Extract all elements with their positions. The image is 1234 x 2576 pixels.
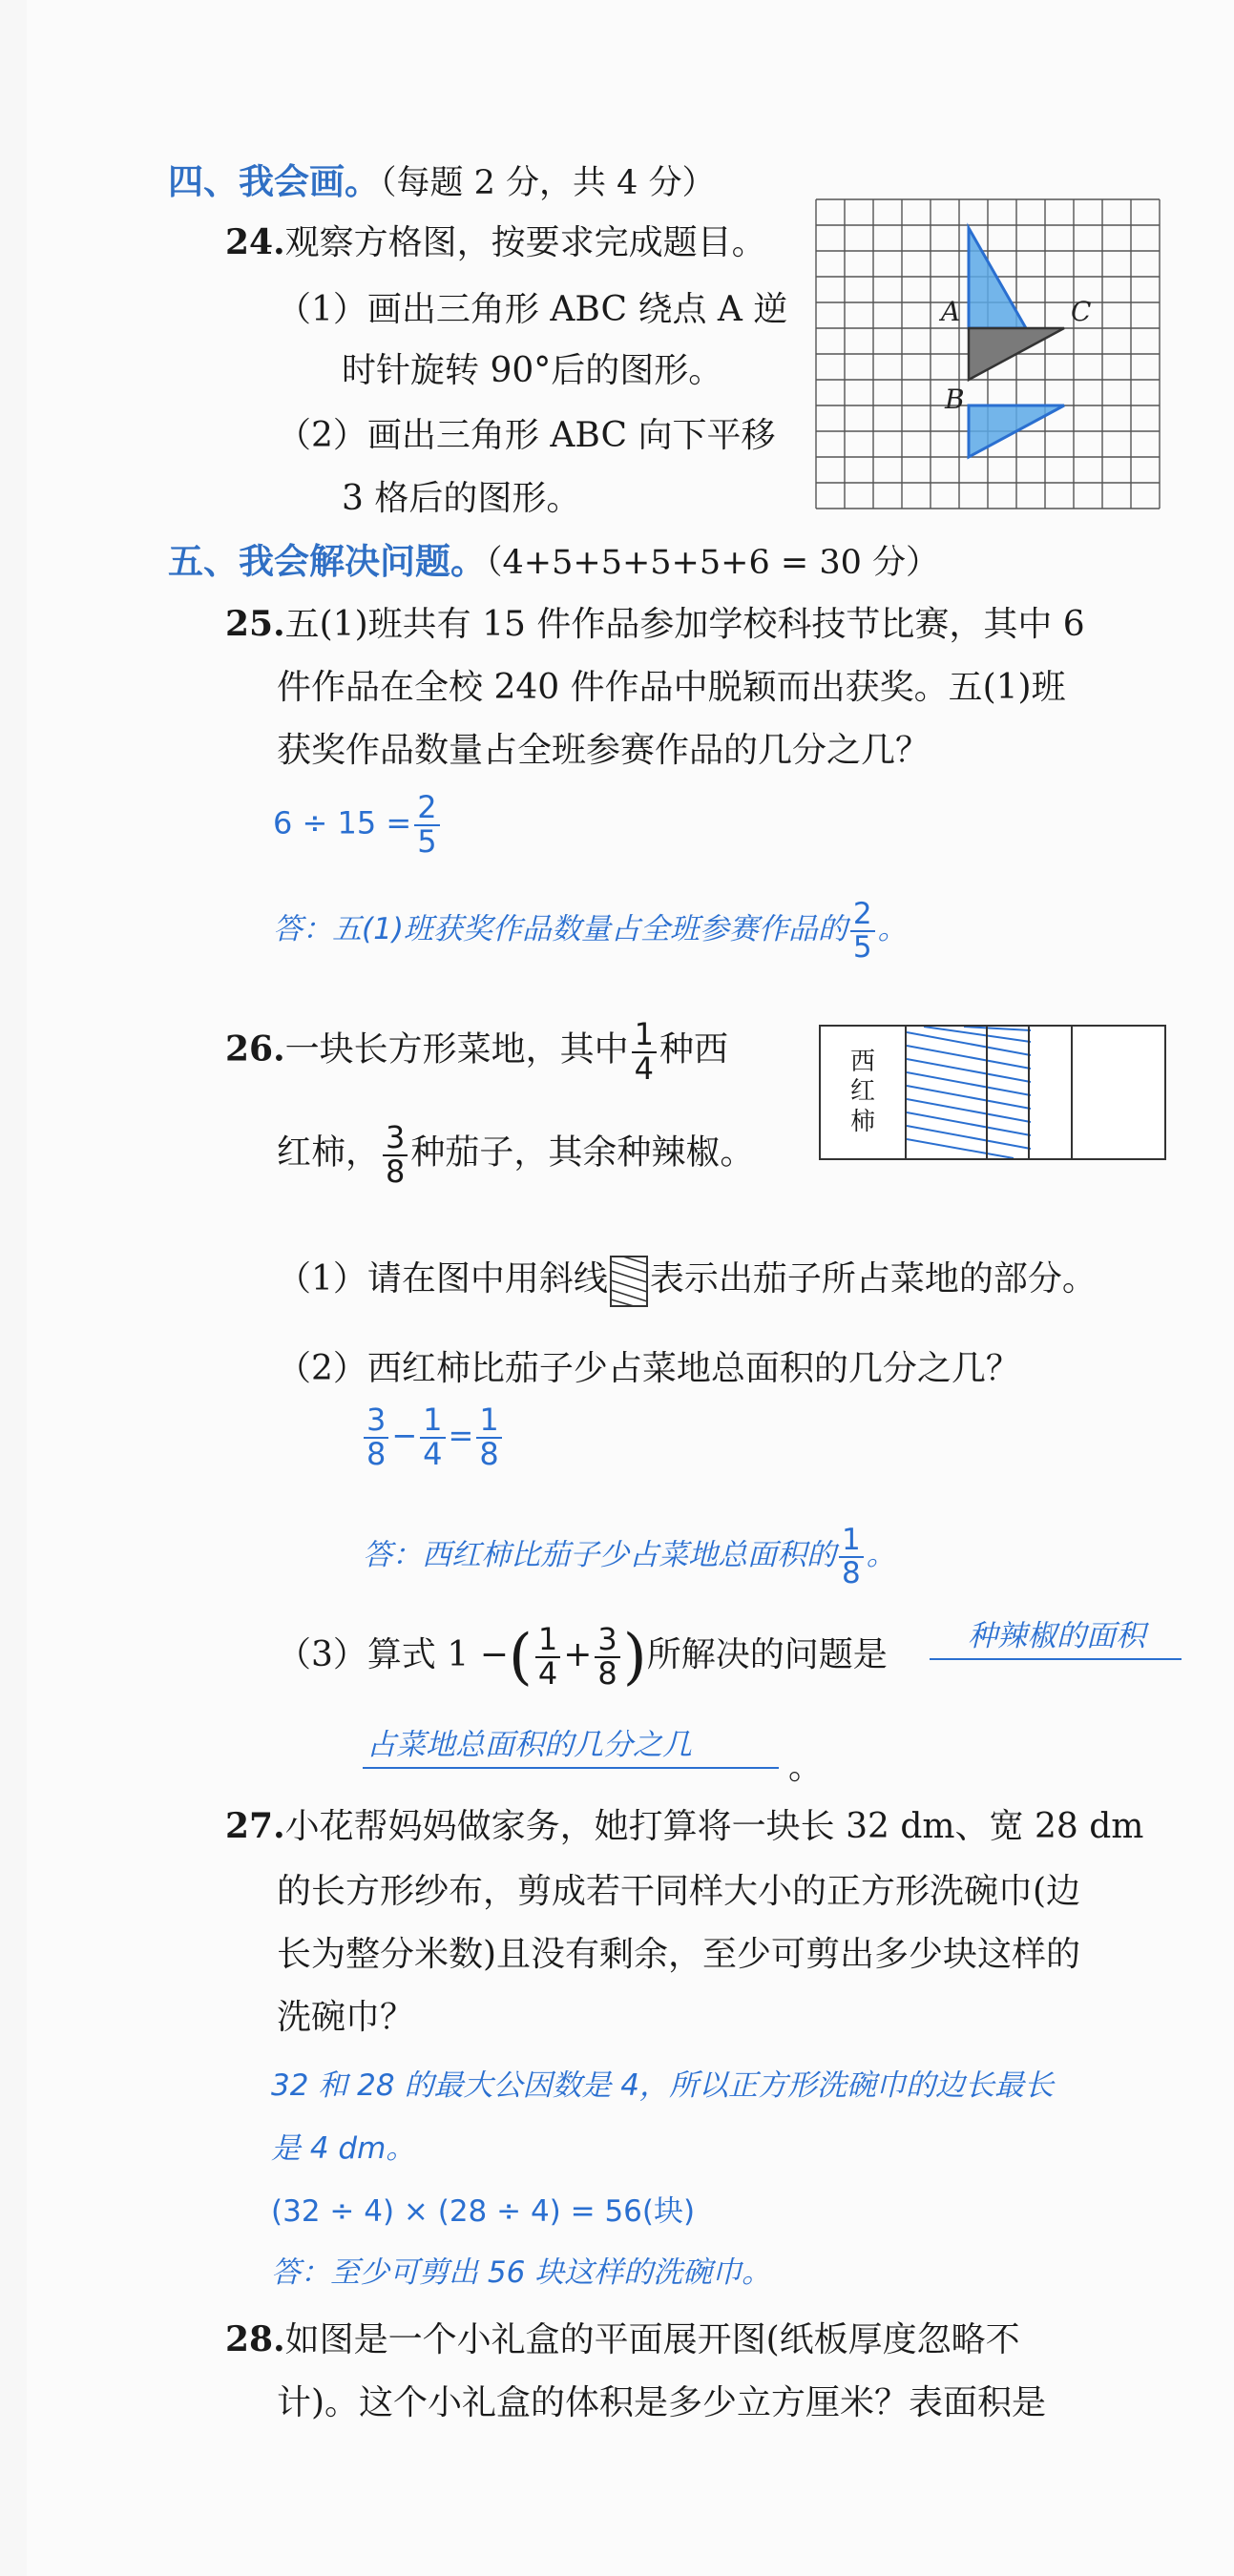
q25-line1 <box>225 597 1085 646</box>
denominator: 4 <box>423 1435 443 1472</box>
numerator: 2 <box>414 792 439 826</box>
q24-number: 24. <box>225 222 285 262</box>
section-4-title: 四、我会画。 <box>168 161 380 202</box>
numerator: 3 <box>383 1122 408 1156</box>
denominator: 4 <box>537 1655 558 1692</box>
q26-fraction-3-8 <box>383 1119 408 1190</box>
q27-line1 <box>225 1799 1143 1848</box>
numerator: 2 <box>850 899 875 932</box>
q24-part1-line2: 时针旋转 90°后的图形。 <box>342 351 723 390</box>
numerator: 3 <box>595 1624 619 1658</box>
q26-fraction-1-4 <box>632 1016 657 1087</box>
q24-part2-line2: 3 格后的图形。 <box>342 479 581 518</box>
denominator: 5 <box>852 929 872 965</box>
q26-line2 <box>277 1119 755 1190</box>
q26-answer-end: 。 <box>866 1538 896 1573</box>
q24-part2-line1: （2）画出三角形 ABC 向下平移 <box>277 416 776 455</box>
denominator: 8 <box>386 1153 406 1190</box>
tomato-label-2: 红 <box>849 1077 875 1107</box>
q26-text-2a: 红柿， <box>277 1132 381 1173</box>
q26-part3-text-b: 所解决的问题是 <box>646 1635 888 1674</box>
q26-answer-fraction <box>839 1525 864 1589</box>
q24-grid-figure <box>813 197 1162 511</box>
q26-text-2b: 种茄子，其余种辣椒。 <box>410 1132 755 1173</box>
label-b: B <box>945 384 965 415</box>
q26-part1-text-a: （1）请在图中用斜线 <box>277 1259 608 1298</box>
label-c: C <box>1071 296 1092 327</box>
tomato-label-3: 柿 <box>849 1107 875 1136</box>
q28-number: 28. <box>225 2319 285 2359</box>
q27-answer-line3: (32 ÷ 4) × (28 ÷ 4) = 56(块) <box>271 2194 696 2229</box>
right-paren: ) <box>622 1622 647 1693</box>
q28-line2: 计)。这个小礼盒的体积是多少立方厘米？表面积是 <box>277 2383 1047 2422</box>
q27-line2: 的长方形纱布，剪成若干同样大小的正方形洗碗巾(边 <box>277 1872 1081 1911</box>
q27-line4: 洗碗巾？ <box>277 1998 415 2037</box>
q26-part3-answer-1: 种辣椒的面积 <box>968 1619 1145 1653</box>
field-divider <box>1071 1027 1073 1158</box>
calc-minus: − <box>391 1417 418 1454</box>
q27-answer-line4: 答：至少可剪出 56 块这样的洗碗巾。 <box>271 2255 772 2290</box>
q26-calculation <box>361 1404 505 1470</box>
q28-line1 <box>225 2313 1020 2361</box>
q24-stem-text: 观察方格图，按要求完成题目。 <box>284 223 766 262</box>
hatch-sample-icon <box>610 1256 648 1307</box>
section-5-title: 五、我会解决问题。 <box>168 541 486 582</box>
q27-text-1: 小花帮妈妈做家务，她打算将一块长 32 dm、宽 28 dm <box>284 1807 1144 1846</box>
tomato-label-1: 西 <box>849 1048 875 1077</box>
q26-text-1a: 一块长方形菜地，其中 <box>284 1029 629 1070</box>
q26-text-1b: 种西 <box>659 1029 729 1070</box>
q26-part1-text-b: 表示出茄子所占菜地的部分。 <box>649 1259 1097 1298</box>
q25-text-1: 五(1)班共有 15 件作品参加学校科技节比赛，其中 6 <box>284 605 1085 644</box>
q25-answer-fraction <box>850 899 875 963</box>
section-4-header <box>168 153 716 204</box>
q26-part3-answer-2: 占菜地总面积的几分之几 <box>366 1728 692 1762</box>
q26-part2: （2）西红柿比茄子少占菜地总面积的几分之几？ <box>277 1349 1020 1388</box>
q24-part1-line1: （1）画出三角形 ABC 绕点 A 逆 <box>277 290 788 329</box>
q25-line3: 获奖作品数量占全班参赛作品的几分之几？ <box>277 731 931 770</box>
calc-equals: = <box>448 1417 474 1454</box>
numerator: 1 <box>476 1404 501 1439</box>
q26-line1 <box>225 1016 729 1087</box>
q26-part3-text-a: （3）算式 1 − <box>277 1635 509 1674</box>
numerator: 1 <box>632 1019 657 1053</box>
section-5-points: （4+5+5+5+5+6 = 30 分） <box>486 544 939 582</box>
q27-line3: 长为整分米数)且没有剩余，至少可剪出多少块这样的 <box>277 1935 1081 1974</box>
q25-calc-fraction <box>414 789 439 860</box>
numerator: 1 <box>535 1624 560 1658</box>
denominator: 8 <box>597 1655 617 1692</box>
numerator: 1 <box>839 1525 864 1558</box>
q27-number: 27. <box>225 1806 285 1846</box>
q26-part3-blank-1 <box>930 1619 1182 1660</box>
calc-fraction-b <box>420 1404 445 1470</box>
rotated-triangle <box>969 228 1026 328</box>
numerator: 3 <box>364 1404 388 1439</box>
q25-answer-end: 。 <box>877 912 908 947</box>
q26-part3-end: 。 <box>788 1748 824 1787</box>
q25-answer <box>273 899 908 963</box>
calc-fraction-a <box>364 1404 388 1470</box>
numerator: 1 <box>420 1404 445 1439</box>
q27-answer-line2: 是 4 dm。 <box>271 2131 416 2166</box>
calc-fraction-c <box>476 1404 501 1470</box>
worksheet-page <box>27 0 1234 2576</box>
left-paren: ( <box>508 1622 533 1693</box>
q25-line2: 件作品在全校 240 件作品中脱颖而出获奖。五(1)班 <box>277 668 1066 707</box>
section-5-header <box>168 532 939 584</box>
denominator: 8 <box>479 1435 499 1472</box>
eggplant-hatched-section <box>907 1027 1031 1158</box>
p3-fraction-2 <box>595 1621 619 1692</box>
q27-answer-line1: 32 和 28 的最大公因数是 4，所以正方形洗碗巾的边长最长 <box>271 2068 1055 2103</box>
p3-fraction-1 <box>535 1621 560 1692</box>
q28-text-1: 如图是一个小礼盒的平面展开图(纸板厚度忽略不 <box>284 2320 1020 2359</box>
denominator: 4 <box>634 1049 655 1087</box>
tomato-section <box>821 1027 907 1158</box>
q26-field-figure <box>819 1025 1166 1160</box>
q26-part3 <box>277 1622 888 1693</box>
q25-calc-text: 6 ÷ 15 = <box>273 804 412 841</box>
q25-calculation <box>273 789 443 860</box>
denominator: 8 <box>366 1435 387 1472</box>
denominator: 8 <box>842 1555 861 1590</box>
q26-part3-blank-2 <box>363 1728 779 1769</box>
q25-number: 25. <box>225 604 285 644</box>
q24-stem <box>225 216 766 264</box>
q26-number: 26. <box>225 1028 285 1070</box>
section-4-points: （每题 2 分，共 4 分） <box>380 164 716 202</box>
denominator: 5 <box>417 822 437 860</box>
q25-answer-text: 答：五(1)班获奖作品数量占全班参赛作品的 <box>273 912 847 947</box>
label-a: A <box>941 296 961 327</box>
q26-answer-text: 答：西红柿比茄子少占菜地总面积的 <box>363 1538 836 1573</box>
q26-part1 <box>277 1252 1097 1307</box>
p3-plus: + <box>563 1635 593 1674</box>
q26-answer <box>363 1525 896 1589</box>
